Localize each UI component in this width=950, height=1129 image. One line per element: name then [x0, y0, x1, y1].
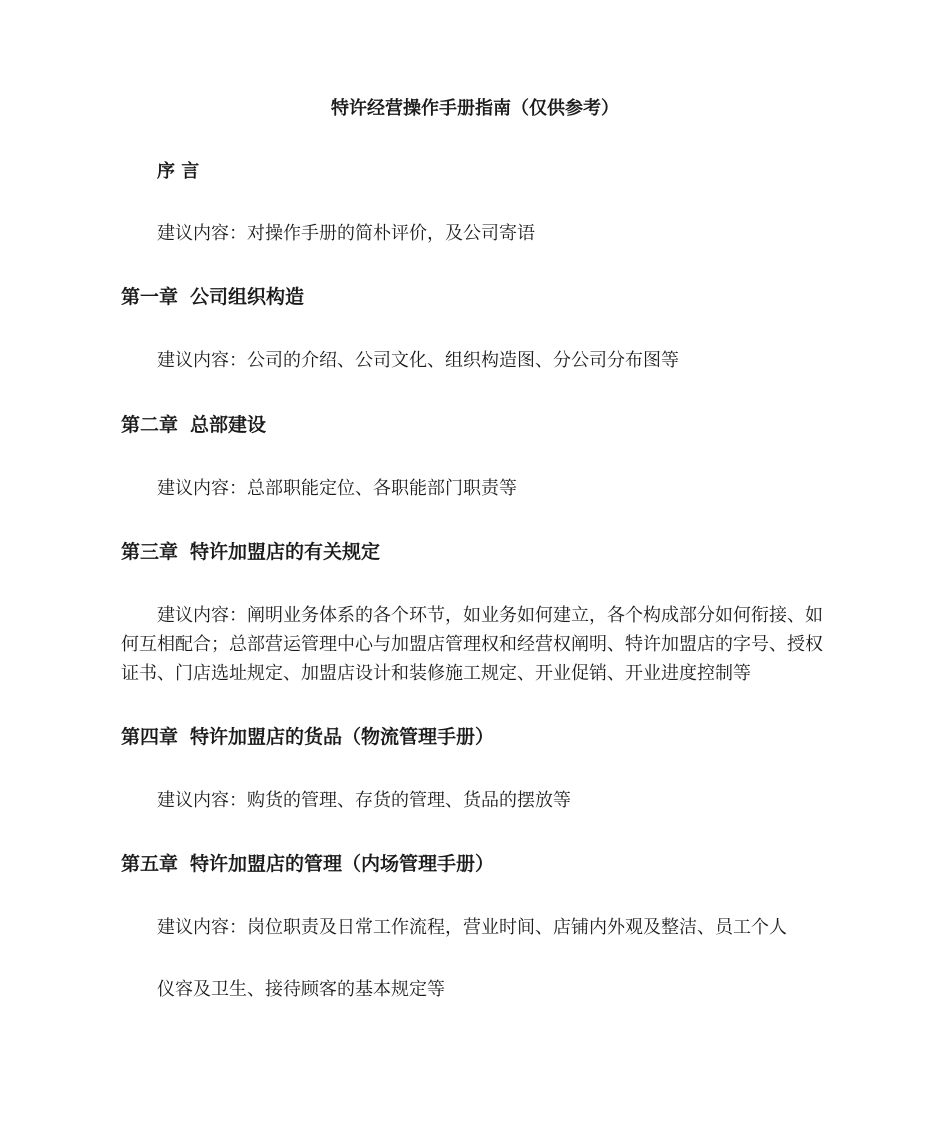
chapter-2-number: 第二章: [121, 414, 179, 436]
chapter-3-title: 特许加盟店的有关规定: [190, 541, 381, 563]
chapter-3-content-line-3: 证书、门店选址规定、加盟店设计和装修施工规定、开业促销、开业进度控制等: [121, 663, 751, 684]
chapter-4-title: 特许加盟店的货品（物流管理手册）: [190, 726, 495, 748]
chapter-3-content-line-1: 建议内容：阐明业务体系的各个环节，如业务如何建立，各个构成部分如何衔接、如: [157, 605, 823, 626]
chapter-1-heading: [121, 285, 304, 309]
chapter-2-content: 建议内容：总部职能定位、各职能部门职责等: [157, 478, 517, 499]
chapter-3-number: 第三章: [121, 541, 179, 563]
preface-content: 建议内容：对操作手册的简朴评价，及公司寄语: [157, 223, 535, 244]
chapter-4-number: 第四章: [121, 726, 179, 748]
chapter-5-content-line-1: 建议内容：岗位职责及日常工作流程，营业时间、店铺内外观及整洁、员工个人: [157, 917, 787, 938]
chapter-2-heading: [121, 413, 266, 437]
chapter-3-content-line-2: 何互相配合；总部营运管理中心与加盟店管理权和经营权阐明、特许加盟店的字号、授权: [121, 634, 823, 655]
chapter-1-number: 第一章: [121, 286, 179, 308]
chapter-5-heading: [121, 852, 494, 876]
chapter-4-content: 建议内容：购货的管理、存货的管理、货品的摆放等: [157, 790, 571, 811]
chapter-5-content-line-2: 仪容及卫生、接待顾客的基本规定等: [157, 979, 445, 1000]
preface-heading: 序 言: [157, 161, 200, 182]
chapter-2-title: 总部建设: [190, 414, 267, 436]
chapter-4-heading: [121, 725, 494, 749]
document-title: 特许经营操作手册指南（仅供参考）: [331, 98, 619, 119]
chapter-1-content: 建议内容：公司的介绍、公司文化、组织构造图、分公司分布图等: [157, 350, 679, 371]
chapter-5-title: 特许加盟店的管理（内场管理手册）: [190, 853, 495, 875]
chapter-5-number: 第五章: [121, 853, 179, 875]
chapter-3-heading: [121, 540, 380, 564]
chapter-1-title: 公司组织构造: [190, 286, 305, 308]
